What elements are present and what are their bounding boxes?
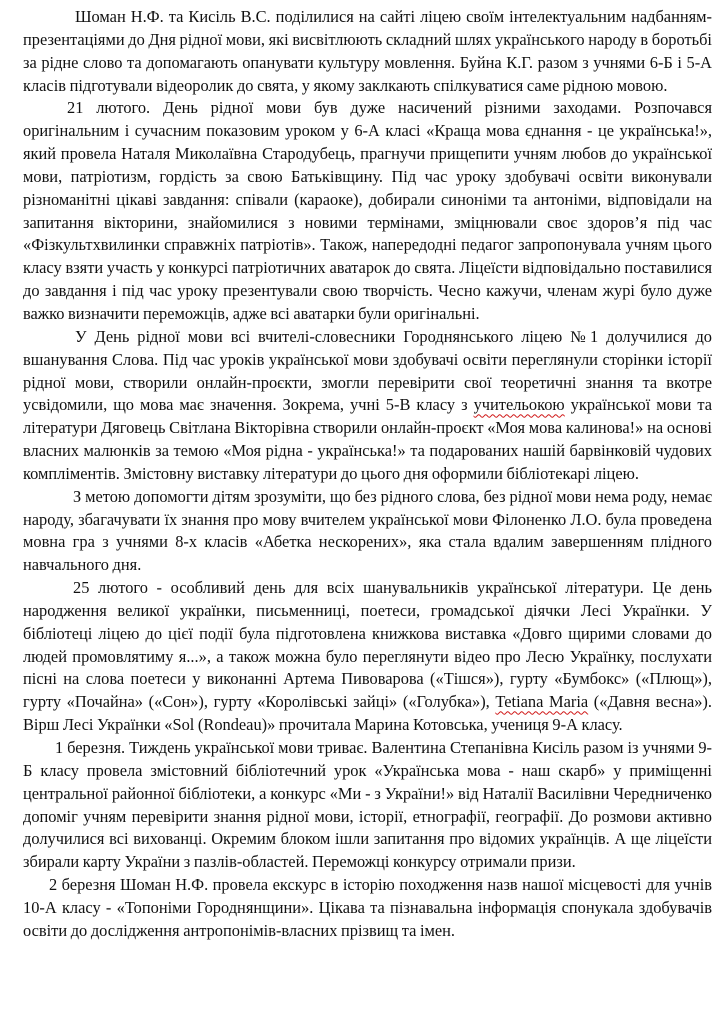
paragraph-text: («Давня весна»). Вірш Лесі Українки «Sol (Rondeau)» прочитала Марина Котовська, учениця 9-А класу. bbox=[23, 692, 712, 735]
paragraph-text: З метою допомогти дітям зрозуміти, що без рідного слова, без рідної мови нема роду, немає народу, збагачувати їх знання про мову вчителем української мови Філоненко Л.О. була проведена мовна гра з учнями 8-х класів «Абетка нескорених», яка стала вдалим завершенням плідного навчального дня. bbox=[23, 486, 712, 575]
spellcheck-marked-word: Tetiana Maria bbox=[495, 692, 589, 712]
paragraph-text: Шоман Н.Ф. та Кисіль В.С. поділилися на сайті ліцею своїм інтелектуальним надбанням-презентаціями до Дня рідної мови, які висвітлюють складний шлях українського народу в боротьбі за рідне слово та допомагають опанувати культуру мовлення. Буйна К.Г. разом з учнями 6-Б і 5-А класів підготували відеоролик до свята, у якому заклкають спілкуватися саме рідною мовою. bbox=[23, 7, 712, 95]
paragraph-language-game bbox=[23, 486, 712, 577]
paragraph-text: 2 березня Шоман Н.Ф. провела екскурс в історію походження назв нашої місцевості для учнів 10-А класу - «Топоніми Городнянщини». Цікава та пізнавальна інформація спонукала здобувачів освіти до дослідження антропонімів-власних прізвищ та імен. bbox=[23, 875, 712, 940]
paragraph-march-1 bbox=[23, 737, 712, 874]
paragraph-native-language-day bbox=[23, 326, 712, 486]
paragraph-text: 21 лютого. День рідної мови був дуже насичений різними заходами. Розпочався оригінальним і сучасним показовим уроком у 6-А класі «Краща мова єднання - це українська!», який провела Наталя Миколаївна Стародубець, прагнучи прищепити учням любов до української мови, патріотизм, гордість за свою Батьківщину. Під час уроку здобувачі освіти виконували різноманітні цікаві завдання: співали (караоке), добирали синоніми та антоніми, відповідали на запитання вікторини, знайомилися з новими термінами, зміцнювали своє здоров’я під час «Фізкультхвилинки справжніх патріотів». Також, напередодні педагог запропонувала учням цього класу взяти участь у конкурсі патріотичних аватарок до свята. Ліцеїсти відповідально поставилися до завдання і під час уроку презентували свою творчість. Чесно кажучи, членам журі було дуже важко визначити переможців, адже всі аватарки були оригінальні. bbox=[23, 98, 712, 323]
paragraph-text: української мови та літератури Дяговець Світлана Вікторівна створили онлайн-проєкт «Моя мова калинова!» на основі власних малюнків за темою «Моя рідна - українська!» та подарованих нашій барвінковій чудових компліментів. Змістовну виставку літератури до цього дня оформили бібліотекарі ліцею. bbox=[23, 395, 712, 483]
paragraph-text: У День рідної мови всі вчителі-словесники Городнянського ліцею №1 долучилися до вшанування Слова. Під час уроків української мови здобувачі освіти переглянули сторінки історії рідної мови, створили онлайн-проєкти, змогли перевірити свої теоретичні знання та вкотре усвідомили, що мова має значення. Зокрема, учні 5-В класу з bbox=[23, 326, 712, 415]
paragraph-march-2 bbox=[23, 874, 712, 943]
paragraph-presentations bbox=[23, 6, 712, 97]
paragraph-text: 25 лютого - особливий день для всіх шанувальників української літератури. Це день народження великої українки, письменниці, поетеси, громадської діячки Лесі Українки. У бібліотеці ліцею до цієї події була підготовлена книжкова виставка «Довго щирими словами до людей промовлятиму я...», а також можна було переглянути відео про Лесю Українку, послухати пісні на слова поетеси у виконанні Артема Пивоварова («Тішся»), гурту «Бумбокс» («Плющ»), гурту «Почайна» («Сон»), гурту «Королівські зайці» («Голубка»), bbox=[23, 578, 712, 712]
spellcheck-marked-word: учительокою bbox=[473, 395, 565, 415]
paragraph-february-21 bbox=[23, 97, 712, 325]
paragraph-text: 1 березня. Тиждень української мови триває. Валентина Степанівна Кисіль разом із учнями 9-Б класу провела змістовний бібліотечний урок «Українська мова - наш скарб» у приміщенні центральної районної бібліотеки, а конкурс «Ми - з України!» від Наталії Василівни Чередниченко допоміг учням перевірити знання рідної мови, історії, етнографії, географії. До розмови активно долучилися всі вихованці. Окремим блоком ішли запитання про відомих українців. А ще ліцеїсти збирали карту України з пазлів-областей. Переможці конкурсу отримали призи. bbox=[23, 738, 712, 872]
paragraph-february-25 bbox=[23, 577, 712, 737]
